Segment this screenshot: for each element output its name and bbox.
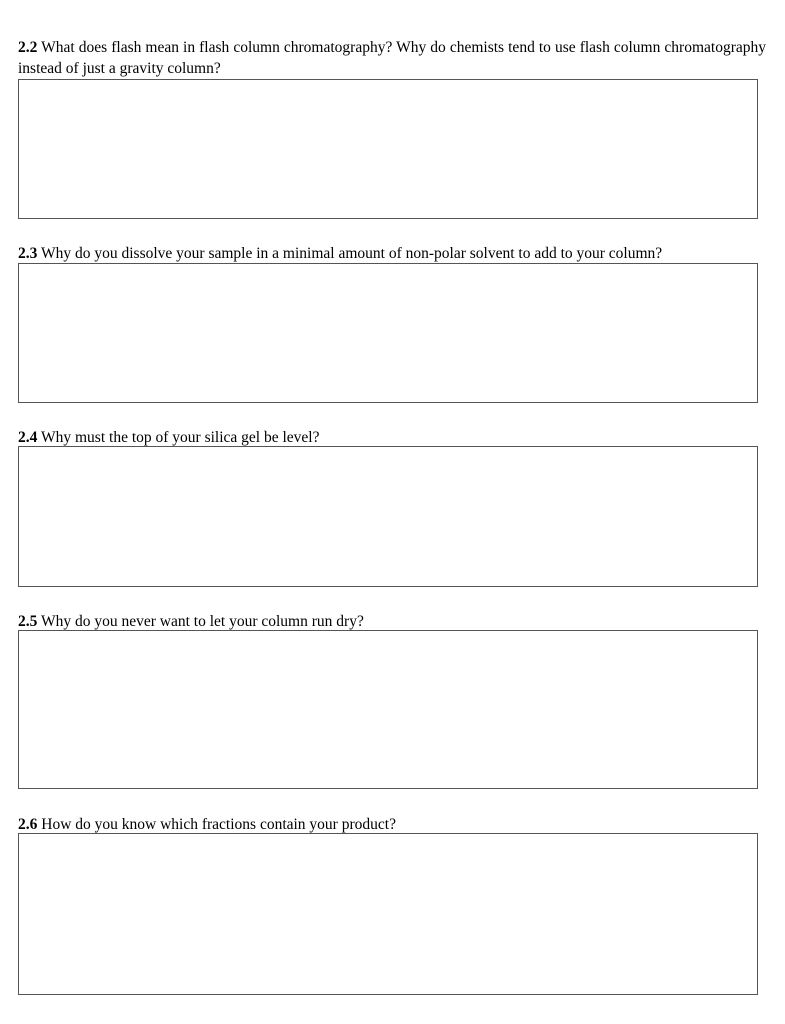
- question-number: 2.5: [18, 613, 38, 630]
- question-number: 2.4: [18, 429, 38, 446]
- answer-box-2-4[interactable]: [18, 446, 758, 587]
- question-text: What does flash mean in flash column chromatography? Why do chemists tend to use flash column chromatography instead of just a gravity column?: [18, 39, 766, 77]
- question-text: Why do you never want to let your column run dry?: [40, 613, 364, 630]
- question-number: 2.3: [18, 245, 38, 262]
- question-2-3: [18, 243, 766, 264]
- question-number: 2.2: [18, 39, 38, 56]
- question-text: How do you know which fractions contain your product?: [41, 816, 396, 833]
- question-2-4: [18, 427, 766, 448]
- answer-box-2-6[interactable]: [18, 833, 758, 995]
- answer-box-2-5[interactable]: [18, 630, 758, 789]
- question-2-6: [18, 814, 766, 835]
- answer-box-2-3[interactable]: [18, 263, 758, 403]
- question-text: Why must the top of your silica gel be level?: [40, 429, 320, 446]
- answer-box-2-2[interactable]: [18, 79, 758, 219]
- question-text: Why do you dissolve your sample in a minimal amount of non-polar solvent to add to your column?: [40, 245, 663, 262]
- question-2-5: [18, 611, 766, 632]
- question-2-2: [18, 37, 766, 79]
- question-number: 2.6: [18, 816, 38, 833]
